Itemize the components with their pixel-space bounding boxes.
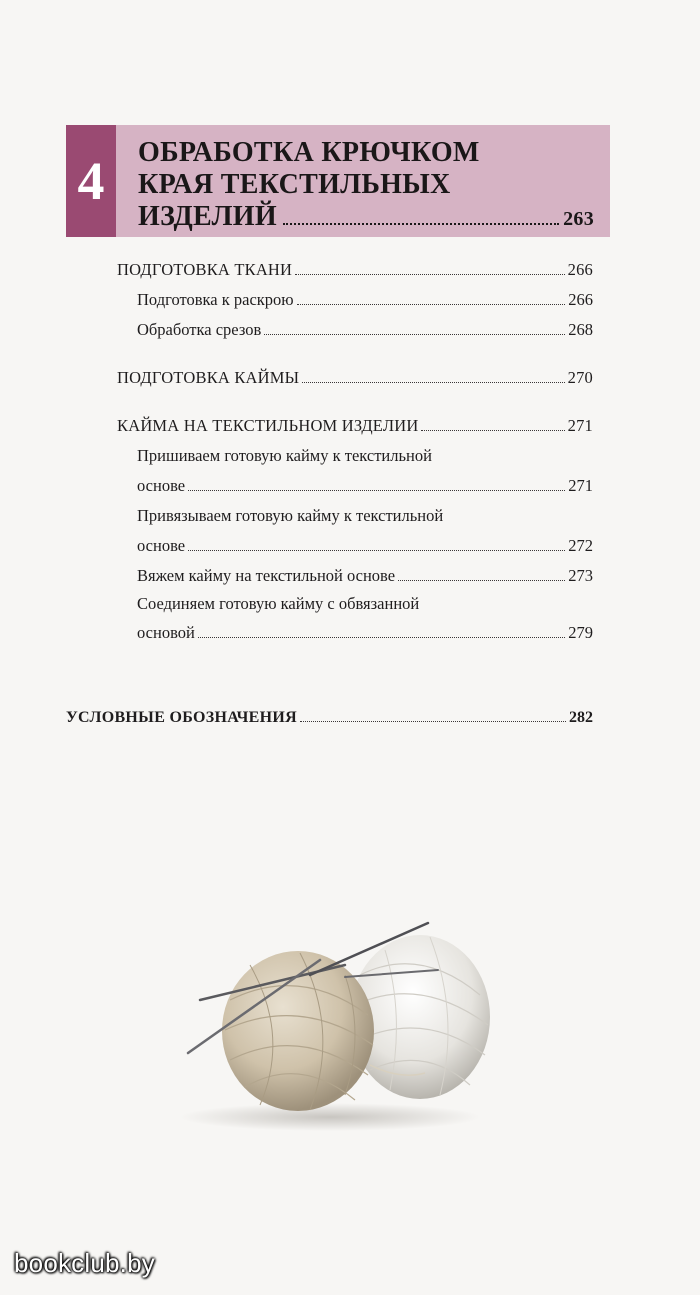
leader-dots — [295, 274, 564, 275]
toc-section-title: ПОДГОТОВКА ТКАНИ — [117, 260, 293, 279]
leader-dots — [188, 550, 565, 551]
toc-legend-entry[interactable] — [66, 708, 593, 728]
toc-item-sew-border[interactable] — [137, 476, 593, 496]
toc-item-sew-border-line1[interactable]: Пришиваем готовую кайму к текстильной — [137, 446, 432, 465]
toc-item-edge-finishing[interactable] — [137, 320, 593, 340]
leader-dots — [198, 637, 565, 638]
toc-item-title: основой — [137, 623, 195, 642]
toc-item-tie-border[interactable] — [137, 536, 593, 556]
toc-item-tie-border-line1[interactable]: Привязываем готовую кайму к текстильной — [137, 506, 444, 525]
chapter-page-number: 263 — [563, 208, 594, 230]
toc-item-cutting-prep[interactable] — [137, 290, 593, 310]
toc-page-number: 270 — [567, 368, 593, 387]
toc-item-title: Вяжем кайму на текстильной основе — [137, 566, 396, 585]
chapter-header — [66, 125, 610, 237]
yarn-illustration — [170, 905, 510, 1135]
toc-page-number: 271 — [568, 476, 593, 495]
chapter-title-box — [116, 125, 610, 237]
leader-dots — [297, 304, 566, 305]
chapter-number-box — [66, 125, 116, 237]
watermark: bookclub.by — [14, 1248, 155, 1278]
toc-page-number: 279 — [568, 623, 593, 642]
toc-section-border-prep[interactable] — [117, 368, 593, 388]
toc-item-join-border-line1[interactable]: Соединяем готовую кайму с обвязанной — [137, 594, 420, 613]
leader-dots — [264, 334, 565, 335]
chapter-leader-dots — [283, 222, 559, 225]
chapter-number: 4 — [77, 151, 105, 211]
chapter-title-line-2: КРАЯ ТЕКСТИЛЬНЫХ — [138, 169, 451, 200]
toc-item-title: Подготовка к раскрою — [137, 290, 294, 309]
leader-dots — [302, 382, 564, 383]
leader-dots — [398, 580, 565, 581]
toc-page-number: 272 — [568, 536, 593, 555]
toc-page-number: 266 — [567, 260, 593, 279]
leader-dots — [188, 490, 565, 491]
chapter-title-line-3-text: ИЗДЕЛИЙ — [138, 201, 277, 232]
toc-section-fabric-prep[interactable] — [117, 260, 593, 280]
leader-dots — [300, 721, 566, 722]
toc-page-number: 271 — [567, 416, 593, 435]
toc-page-number: 268 — [568, 320, 593, 339]
toc-section-title: КАЙМА НА ТЕКСТИЛЬНОМ ИЗДЕЛИИ — [117, 416, 419, 435]
toc-page-number: 273 — [568, 566, 593, 585]
chapter-title-line-3 — [138, 201, 594, 235]
toc-item-title: основе — [137, 536, 186, 555]
toc-item-knit-border[interactable] — [137, 566, 593, 586]
toc-item-join-border[interactable] — [137, 623, 593, 643]
toc-section-title: ПОДГОТОВКА КАЙМЫ — [117, 368, 300, 387]
toc-item-title: Обработка срезов — [137, 320, 262, 339]
toc-item-title: основе — [137, 476, 186, 495]
toc-page-number: 266 — [568, 290, 593, 309]
toc-section-border-on-textile[interactable] — [117, 416, 593, 436]
toc-legend-title: УСЛОВНЫЕ ОБОЗНАЧЕНИЯ — [66, 709, 297, 726]
chapter-title-line-1: ОБРАБОТКА КРЮЧКОМ — [138, 137, 480, 168]
toc-page-number: 282 — [569, 709, 593, 726]
yarn-shadow — [180, 1103, 480, 1131]
leader-dots — [421, 430, 564, 431]
